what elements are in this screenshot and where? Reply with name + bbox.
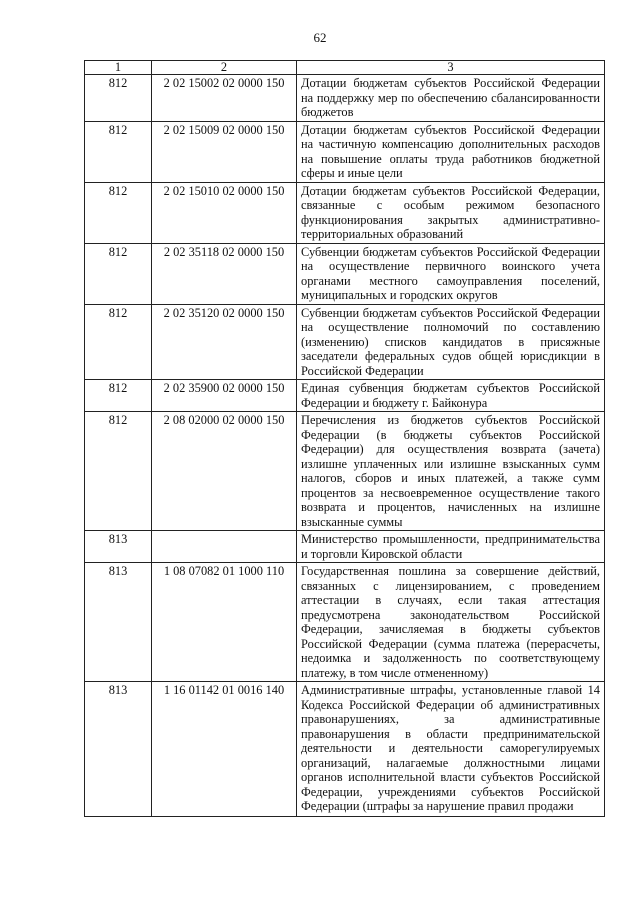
table-row [85,380,605,412]
column-header-3: 3 [297,61,605,75]
budget-code-cell: 2 08 02000 02 0000 150 [152,412,297,531]
description-cell: Субвенции бюджетам субъектов Российской Федерации на осуществление первичного воинского учета органами местного самоуправления поселений, муниципальных и городских округов [297,243,605,304]
admin-code-cell: 813 [85,563,152,682]
budget-code-cell: 2 02 15010 02 0000 150 [152,182,297,243]
description-cell: Министерство промышленности, предпринимательства и торговли Кировской области [297,531,605,563]
budget-code-cell: 2 02 35120 02 0000 150 [152,304,297,380]
table-row [85,304,605,380]
admin-code-cell: 812 [85,121,152,182]
admin-code-cell: 812 [85,75,152,122]
budget-code-cell [152,531,297,563]
budget-code-cell: 2 02 15009 02 0000 150 [152,121,297,182]
budget-codes-table [84,60,605,817]
column-header-2: 2 [152,61,297,75]
table-row [85,412,605,531]
description-cell: Единая субвенция бюджетам субъектов Российской Федерации и бюджету г. Байконура [297,380,605,412]
description-cell: Дотации бюджетам субъектов Российской Федерации, связанные с особым режимом безопасного функционирования закрытых административно-территориальных образований [297,182,605,243]
description-cell [297,682,605,817]
description-cell: Государственная пошлина за совершение действий, связанных с лицензированием, с проведением аттестации в случаях, если такая аттестация предусмотрена законодательством Российской Федерации, зачисляемая в бюджеты субъектов Российской Федерации (сумма платежа (перерасчеты, недоимка и задолженность по соответствующему платежу, в том числе отмененному) [297,563,605,682]
admin-code-cell: 813 [85,531,152,563]
budget-code-cell: 2 02 35118 02 0000 150 [152,243,297,304]
description-cell: Субвенции бюджетам субъектов Российской Федерации на осуществление полномочий по составлению (изменению) списков кандидатов в присяжные заседатели федеральных судов общей юрисдикции в Российской Федерации [297,304,605,380]
admin-code-cell: 812 [85,304,152,380]
column-header-1: 1 [85,61,152,75]
budget-code-cell: 1 16 01142 01 0016 140 [152,682,297,817]
budget-code-cell: 1 08 07082 01 1000 110 [152,563,297,682]
admin-code-cell: 812 [85,380,152,412]
admin-code-cell: 812 [85,243,152,304]
admin-code-cell: 813 [85,682,152,817]
budget-code-cell: 2 02 15002 02 0000 150 [152,75,297,122]
table-row [85,121,605,182]
admin-code-cell: 812 [85,412,152,531]
table-row [85,243,605,304]
admin-code-cell: 812 [85,182,152,243]
table-header-row [85,61,605,75]
table-row [85,75,605,122]
table-row [85,563,605,682]
description-cell: Перечисления из бюджетов субъектов Российской Федерации (в бюджеты субъектов Российской Федерации) для осуществления возврата (зачета) излишне уплаченных или излишне взысканных сумм налогов, сборов и иных платежей, а также сумм процентов за несвоевременное осуществление такого возврата и процентов, начисленных на излишне взысканные суммы [297,412,605,531]
description-cell: Дотации бюджетам субъектов Российской Федерации на поддержку мер по обеспечению сбалансированности бюджетов [297,75,605,122]
description-cell: Дотации бюджетам субъектов Российской Федерации на частичную компенсацию дополнительных расходов на повышение оплаты труда работников бюджетной сферы и иные цели [297,121,605,182]
page-number: 62 [313,30,327,45]
budget-code-cell: 2 02 35900 02 0000 150 [152,380,297,412]
table-row [85,531,605,563]
description-text: Административные штрафы, установленные главой 14 Кодекса Российской Федерации об административных правонарушениях, за административные правонарушения в области предпринимательской деятельности и деятельности саморегулируемых организаций, налагаемые должностными лицами органов исполнительной власти субъектов Российской Федерации, учреждениями субъектов Российской Федерации (штрафы за нарушение правил продажи [301,683,600,813]
table-row [85,682,605,817]
table-row [85,182,605,243]
